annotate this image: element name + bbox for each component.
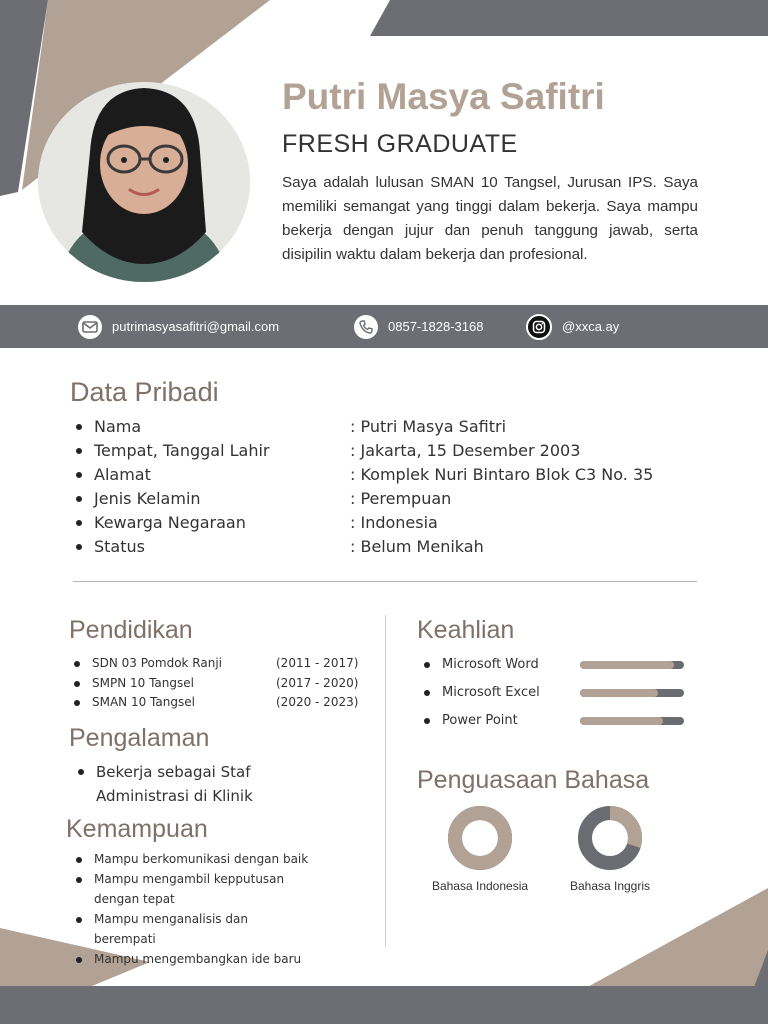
personal-value: : Jakarta, 15 Desember 2003 xyxy=(350,441,581,460)
profile-summary: Saya adalah lulusan SMAN 10 Tangsel, Jurusan IPS. Saya memiliki semangat yang tinggi dalam bekerja. Saya mampu bekerja dengan jujur dan penuh tanggung jawab, serta disipilin waktu dalam bekerja dan profesional. xyxy=(282,174,698,263)
instagram-icon xyxy=(526,314,552,340)
skill-item: Power Point xyxy=(420,707,540,735)
personal-label: Tempat, Tanggal Lahir xyxy=(94,441,270,460)
skill-bar-fill xyxy=(580,717,663,725)
education-item xyxy=(70,674,358,694)
education-years: (2017 - 2020) xyxy=(276,675,359,690)
education-school: SMPN 10 Tangsel xyxy=(92,675,194,690)
experience-list xyxy=(74,760,274,808)
languages-title: Penguasaan Bahasa xyxy=(417,766,650,794)
experience-item: Bekerja sebagai Staf Administrasi di Klinik xyxy=(74,760,274,808)
education-school: SMAN 10 Tangsel xyxy=(92,695,195,709)
ability-item: Mampu mengembangkan ide baru xyxy=(72,949,342,969)
skill-bar-fill xyxy=(580,689,658,697)
contact-email-text: putrimasyasafitri@gmail.com xyxy=(112,319,280,334)
language-label: Bahasa Inggris xyxy=(569,879,651,893)
personal-label: Jenis Kelamin xyxy=(94,489,201,508)
contact-email[interactable] xyxy=(78,305,279,348)
skill-bar xyxy=(580,689,684,697)
profile-photo xyxy=(38,82,250,282)
candidate-name: Putri Masya Safitri xyxy=(282,76,605,117)
personal-value: : Indonesia xyxy=(350,513,438,532)
personal-value: : Putri Masya Safitri xyxy=(350,417,507,436)
skill-item: Microsoft Excel xyxy=(420,679,540,707)
column-divider xyxy=(385,615,386,947)
language-label: Bahasa Indonesia xyxy=(431,879,529,893)
contact-instagram-text: @xxca.ay xyxy=(562,319,620,334)
experience-title: Pengalaman xyxy=(69,724,210,752)
personal-label: Status xyxy=(94,537,145,556)
ability-item: Mampu berkomunikasi dengan baik xyxy=(72,849,342,869)
ability-item: Mampu mengambil kepputusan dengan tepat xyxy=(72,869,314,909)
personal-value: : Perempuan xyxy=(350,489,452,508)
education-list xyxy=(70,654,358,713)
personal-row xyxy=(72,415,653,439)
personal-data-title: Data Pribadi xyxy=(70,377,219,407)
section-divider xyxy=(73,581,697,582)
ability-item: Mampu menganalisis dan berempati xyxy=(72,909,274,949)
skills-list xyxy=(420,651,540,735)
contact-phone[interactable] xyxy=(354,305,483,348)
education-item xyxy=(70,654,358,674)
skills-title: Keahlian xyxy=(417,616,515,644)
candidate-role: FRESH GRADUATE xyxy=(282,130,518,158)
contact-bar xyxy=(0,305,768,348)
education-years: (2020 - 2023) xyxy=(276,695,359,709)
skill-bar xyxy=(580,661,684,669)
personal-row xyxy=(72,511,653,535)
personal-row xyxy=(72,463,653,487)
personal-row xyxy=(72,487,653,511)
language-donut xyxy=(575,805,645,871)
personal-label: Nama xyxy=(94,417,142,436)
personal-value: : Komplek Nuri Bintaro Blok C3 No. 35 xyxy=(350,465,654,484)
phone-icon xyxy=(354,315,378,339)
contact-instagram[interactable] xyxy=(526,305,619,348)
skill-item: Microsoft Word xyxy=(420,651,540,679)
contact-phone-text: 0857-1828-3168 xyxy=(388,319,484,334)
personal-data-list xyxy=(72,415,653,559)
skill-bar xyxy=(580,717,684,725)
skill-bar-fill xyxy=(580,661,674,669)
education-school: SDN 03 Pomdok Ranji xyxy=(92,656,222,670)
language-indonesia xyxy=(410,805,550,893)
mail-icon xyxy=(78,315,102,339)
personal-label: Alamat xyxy=(94,465,151,484)
abilities-list xyxy=(72,849,342,969)
education-item xyxy=(70,693,358,713)
personal-row xyxy=(72,439,653,463)
language-inggris xyxy=(540,805,680,893)
education-title: Pendidikan xyxy=(69,616,193,644)
personal-row xyxy=(72,535,653,559)
education-years: (2011 - 2017) xyxy=(276,656,359,670)
abilities-title: Kemampuan xyxy=(66,815,208,843)
personal-label: Kewarga Negaraan xyxy=(94,513,246,532)
language-donut xyxy=(445,805,515,871)
personal-value: : Belum Menikah xyxy=(350,537,484,556)
